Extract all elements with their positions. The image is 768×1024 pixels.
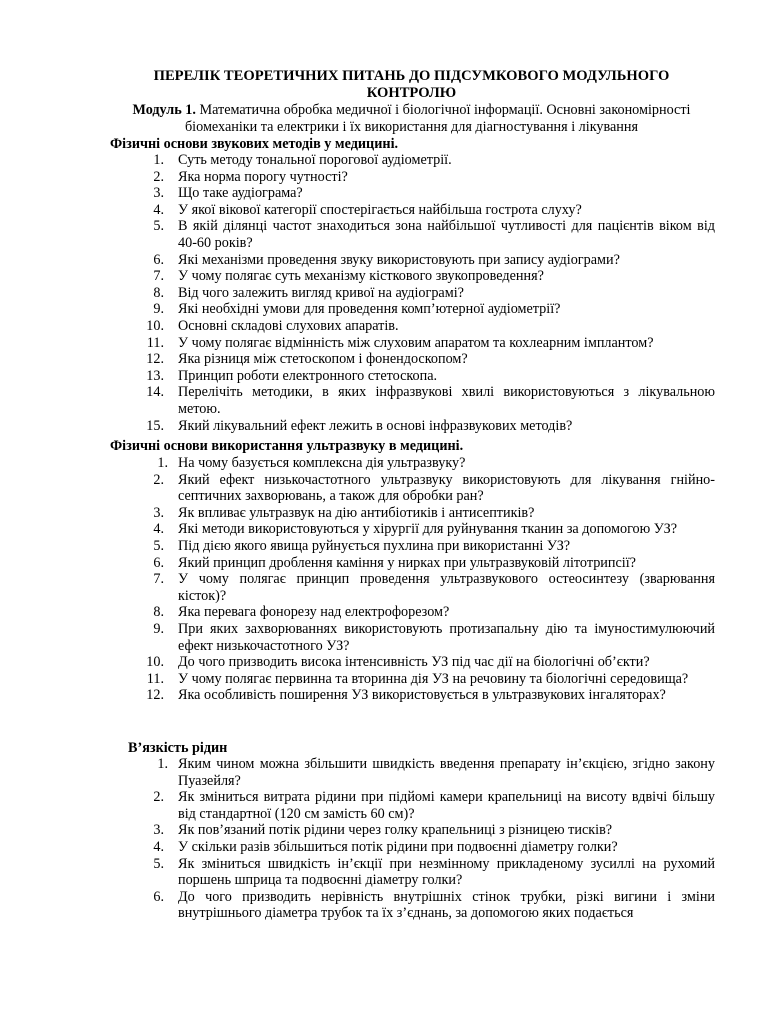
section-heading-sound: Фізичні основи звукових методів у медицині. bbox=[110, 136, 399, 152]
question-text: У чому полягає принцип проведення ультразвукового остеосинтезу (зварювання кісток)? bbox=[178, 571, 715, 604]
question-item bbox=[110, 318, 715, 335]
module-label: Модуль 1. bbox=[132, 102, 196, 118]
question-item bbox=[110, 604, 715, 621]
question-text: Який ефект низькочастотного ультразвуку використовують для лікування гнійно-септичних захворювань, а також для обробки ран? bbox=[178, 471, 715, 505]
question-text: Від чого залежить вигляд кривої на аудіограмі? bbox=[178, 284, 464, 301]
question-text: Які механізми проведення звуку використовують при запису аудіограми? bbox=[178, 251, 620, 268]
question-text: Під дією якого явища руйнується пухлина при використанні УЗ? bbox=[178, 537, 571, 554]
question-text: У чому полягає суть механізму кісткового звукопроведення? bbox=[178, 268, 544, 285]
section-heading-ultrasound: Фізичні основи використання ультразвуку в медицині. bbox=[110, 438, 464, 454]
question-number: 10. bbox=[146, 654, 164, 671]
question-text: На чому базується комплексна дія ультразвуку? bbox=[178, 455, 466, 471]
question-text: У якої вікової категорії спостерігається найбільша гострота слуху? bbox=[178, 201, 582, 218]
question-item bbox=[110, 687, 715, 704]
question-item bbox=[110, 654, 715, 671]
question-number: 3. bbox=[153, 504, 164, 521]
question-text: Які необхідні умови для проведення комп’ютерної аудіометрії? bbox=[178, 301, 561, 318]
title-line-1: ПЕРЕЛІК ТЕОРЕТИЧНИХ ПИТАНЬ ДО ПІДСУМКОВОГО МОДУЛЬНОГО bbox=[153, 68, 670, 84]
question-number: 3. bbox=[153, 822, 164, 839]
question-number: 1. bbox=[157, 455, 168, 471]
question-text: Як впливає ультразвук на дію антибіотиків і антисептиків? bbox=[178, 504, 535, 521]
question-item bbox=[110, 538, 715, 555]
question-item bbox=[110, 268, 715, 285]
question-text: Як пов’язаний потік рідини через голку крапельниці з різницею тисків? bbox=[178, 822, 613, 839]
question-item bbox=[110, 252, 715, 269]
question-number: 1. bbox=[157, 756, 168, 772]
question-item bbox=[110, 301, 715, 318]
question-text: В якій ділянці частот знаходиться зона найбільшої чутливості для пацієнтів віком від 40-60 років? bbox=[178, 218, 715, 251]
question-item bbox=[110, 384, 715, 417]
question-number: 8. bbox=[153, 284, 164, 301]
question-number: 11. bbox=[146, 334, 164, 351]
question-item bbox=[110, 571, 715, 604]
question-item bbox=[110, 455, 715, 472]
question-number: 9. bbox=[153, 620, 164, 637]
question-number: 7. bbox=[153, 571, 164, 588]
question-number: 4. bbox=[153, 521, 164, 538]
title-line-2: КОНТРОЛЮ bbox=[366, 85, 457, 101]
question-text: Що таке аудіограма? bbox=[178, 185, 303, 202]
section-heading-viscosity: В’язкість рідин bbox=[128, 740, 228, 756]
document-title bbox=[110, 68, 713, 102]
question-item bbox=[110, 285, 715, 302]
question-number: 14. bbox=[146, 384, 164, 401]
question-item bbox=[110, 505, 715, 522]
question-item bbox=[110, 368, 715, 385]
question-item bbox=[110, 555, 715, 572]
question-text: Які методи використовуються у хірургії для руйнування тканин за допомогою УЗ? bbox=[178, 521, 678, 538]
question-text: Який лікувальний ефект лежить в основі інфразвукових методів? bbox=[178, 417, 573, 434]
question-item bbox=[110, 756, 715, 789]
question-number: 12. bbox=[146, 351, 164, 368]
question-item bbox=[110, 889, 715, 922]
question-number: 5. bbox=[153, 537, 164, 554]
question-number: 4. bbox=[153, 201, 164, 218]
question-item bbox=[110, 351, 715, 368]
question-text: Принцип роботи електронного стетоскопа. bbox=[178, 367, 438, 384]
module-description bbox=[110, 102, 713, 135]
question-text: Перелічіть методики, в яких інфразвукові хвилі використовуються з лікувальною метою. bbox=[178, 384, 715, 417]
question-number: 5. bbox=[153, 218, 164, 235]
question-number: 2. bbox=[153, 789, 164, 806]
question-number: 9. bbox=[153, 301, 164, 318]
question-number: 11. bbox=[146, 670, 164, 687]
question-text: До чого призводить нерівність внутрішніх стінок трубки, різкі вигини і зміни внутрішнього діаметра трубок та їх з’єднань, за допомогою яких подається bbox=[178, 888, 715, 922]
question-number: 2. bbox=[153, 471, 164, 488]
question-text: Як зміниться витрата рідини при підйомі камери крапельниці на висоту вдвічі більшу від стандартної (120 см замість 60 см)? bbox=[178, 789, 715, 822]
question-item bbox=[110, 169, 715, 186]
question-list-ultrasound bbox=[110, 455, 715, 704]
question-text: При яких захворюваннях використовують протизапальну дію та імуностимулюючий ефект низькочастотного УЗ? bbox=[178, 620, 715, 654]
question-number: 3. bbox=[153, 185, 164, 202]
question-text: Яким чином можна збільшити швидкість введення препарату ін’єкцією, згідно закону Пуазейля? bbox=[178, 756, 715, 789]
module-text: Математична обробка медичної і біологічної інформації. Основні закономірності біомеханіки та електрики і їх використання для діагностування і лікування bbox=[184, 102, 691, 135]
question-item bbox=[110, 789, 715, 822]
question-number: 13. bbox=[146, 367, 164, 384]
question-item bbox=[110, 822, 715, 839]
question-item bbox=[110, 472, 715, 505]
question-text: Яка норма порогу чутності? bbox=[178, 168, 348, 185]
question-text: Яка особливість поширення УЗ використовується в ультразвукових інгаляторах? bbox=[178, 687, 666, 704]
question-item bbox=[110, 218, 715, 251]
question-item bbox=[110, 521, 715, 538]
question-item bbox=[110, 418, 715, 435]
question-number: 8. bbox=[153, 604, 164, 621]
question-list-sound bbox=[110, 152, 715, 434]
question-text: Як зміниться швидкість ін’єкції при незмінному прикладеному зусиллі на рухомий поршень шприца та подвоєнні діаметру голки? bbox=[178, 855, 715, 889]
question-item bbox=[110, 185, 715, 202]
question-number: 6. bbox=[153, 251, 164, 268]
question-text: Яка різниця між стетоскопом і фонендоскопом? bbox=[178, 351, 468, 368]
question-text: У чому полягає відмінність між слуховим апаратом та кохлеарним імплантом? bbox=[178, 334, 654, 351]
question-text: У чому полягає первинна та вторинна дія УЗ на речовину та біологічні середовища? bbox=[178, 670, 689, 687]
question-number: 12. bbox=[146, 687, 164, 704]
question-item bbox=[110, 671, 715, 688]
question-text: Яка перевага фонорезу над електрофорезом? bbox=[178, 604, 450, 621]
question-number: 6. bbox=[153, 554, 164, 571]
question-text: До чого призводить висока інтенсивність УЗ під час дії на біологічні об’єкти? bbox=[178, 654, 650, 671]
question-item bbox=[110, 152, 715, 169]
question-text: Суть методу тональної порогової аудіометрії. bbox=[178, 152, 452, 168]
question-text: Який принцип дроблення каміння у нирках при ультразвуковій літотрипсії? bbox=[178, 554, 636, 571]
question-item bbox=[110, 621, 715, 654]
question-number: 7. bbox=[153, 268, 164, 285]
question-text: Основні складові слухових апаратів. bbox=[178, 317, 399, 334]
question-number: 4. bbox=[153, 838, 164, 855]
question-item bbox=[110, 839, 715, 856]
question-number: 6. bbox=[153, 888, 164, 905]
question-number: 15. bbox=[146, 417, 164, 434]
question-number: 5. bbox=[153, 855, 164, 872]
question-text: У скільки разів збільшиться потік рідини при подвоєнні діаметру голки? bbox=[178, 838, 618, 855]
question-number: 10. bbox=[146, 317, 164, 334]
question-item bbox=[110, 335, 715, 352]
question-number: 1. bbox=[153, 152, 164, 168]
question-item bbox=[110, 856, 715, 889]
question-list-viscosity bbox=[110, 756, 715, 922]
question-number: 2. bbox=[153, 168, 164, 185]
question-item bbox=[110, 202, 715, 219]
